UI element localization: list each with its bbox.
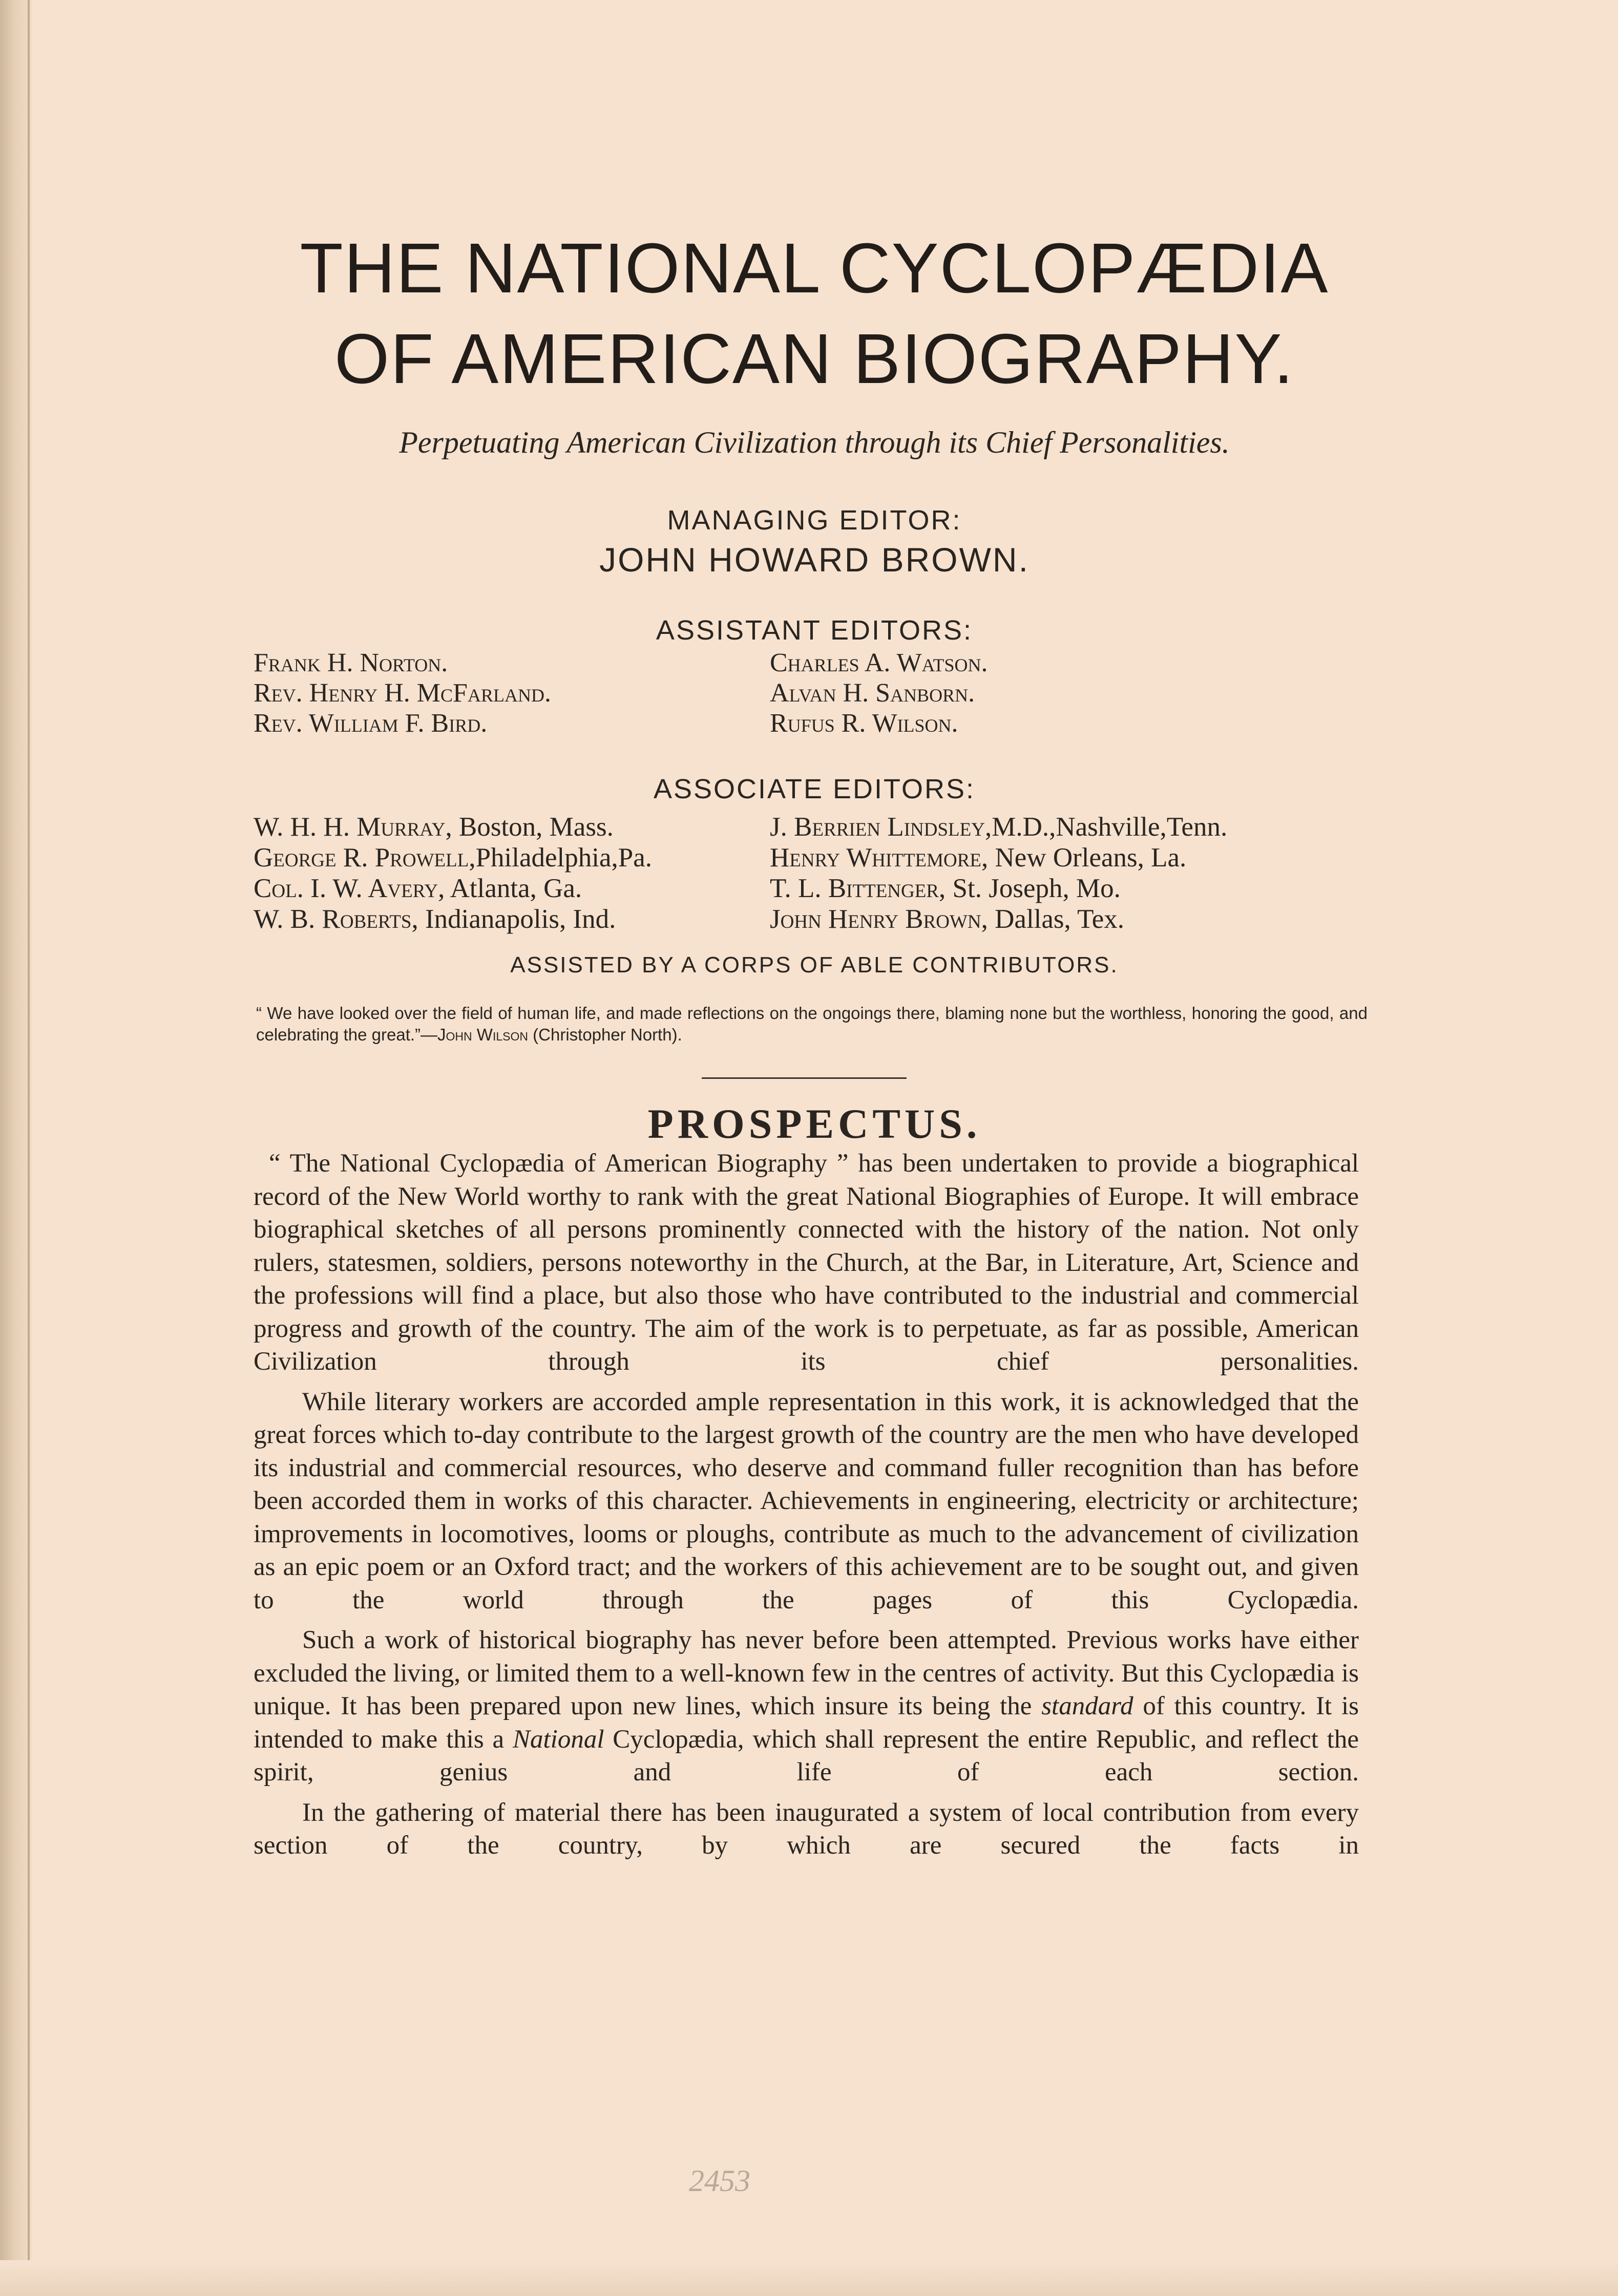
editor-place: , Atlanta, Ga.	[438, 874, 582, 903]
editor-name: Rev. William F. Bird.	[254, 709, 488, 738]
associate-editor	[770, 904, 1227, 934]
associate-editors-right	[770, 812, 1227, 934]
assisted-by-line: ASSISTED BY A CORPS OF ABLE CONTRIBUTORS.	[510, 952, 1119, 977]
associate-editor	[254, 904, 652, 934]
managing-editor-name: JOHN HOWARD BROWN.	[599, 541, 1029, 579]
quote-author: John Wilson	[437, 1025, 528, 1044]
paragraph: “ The National Cyclopædia of American Biography ” has been undertaken to provide a biographical record of the New World worthy to rank with the great National Biographies of Europe. It will embrace biographical sketches of all persons prominently connected with the history of the nation. Not only rulers, statesmen, soldiers, persons noteworthy in the Church, at the Bar, in Literature, Art, Science and the professions will find a place, but also those who have contributed to the industrial and commercial progress and growth of the country. The aim of the work is to perpetuate, as far as possible, American Civilization through its chief personalities.	[254, 1149, 1359, 1376]
page-edge-shadow	[0, 0, 32, 2296]
editor-place: , Dallas, Tex.	[981, 904, 1125, 934]
epigraph-quote	[256, 1003, 1368, 1046]
editor-place: , St. Joseph, Mo.	[939, 874, 1121, 903]
assistant-editors-heading: ASSISTANT EDITORS:	[656, 615, 973, 646]
quote-author-note: (Christopher North).	[528, 1025, 682, 1044]
associate-editor	[770, 873, 1227, 904]
emphasis-standard: standard	[1041, 1692, 1133, 1720]
managing-editor-heading: MANAGING EDITOR:	[667, 505, 962, 536]
editor-name: Frank H. Norton.	[254, 648, 448, 677]
section-divider	[702, 1077, 907, 1079]
emphasis-national: National	[512, 1725, 604, 1754]
editor-name: W. H. H. Murray	[254, 812, 446, 842]
paragraph	[254, 1624, 1359, 1789]
editor-place: ,Philadelphia,Pa.	[469, 843, 653, 873]
assistant-editors-right	[770, 648, 988, 738]
editor-name: George R. Prowell	[254, 843, 469, 873]
paragraph: While literary workers are accorded ample representation in this work, it is acknowledged that the great forces which to-day contribute to the largest growth of the country are the men who have developed its industrial and commercial resources, who deserve and command fuller recognition than has before been accorded them in works of this character. Achievements in engineering, electricity or architecture; improvements in locomotives, looms or ploughs, contribute as much to the advancement of civilization as an epic poem or an Oxford tract; and the workers of this achievement are to be sought out, and given to the world through the pages of this Cyclopædia.	[254, 1387, 1359, 1614]
editor-name: T. L. Bittenger	[770, 874, 939, 903]
assistant-editors-left	[254, 648, 551, 738]
associate-editors-left	[254, 812, 652, 934]
title-line-1: THE NATIONAL CYCLOPÆDIA	[300, 229, 1329, 308]
associate-editor	[254, 812, 652, 842]
page-bottom-shade	[0, 2260, 1618, 2296]
editor-name: Henry Whittemore	[770, 843, 982, 873]
paragraph-text: Such a work of historical biography has never before been attempted. Previous works have either excluded the living, or limited them to a well-known few in the centres of activity. But this Cyclopædia is unique. It has been prepared upon new lines, which insure its being the	[254, 1626, 1359, 1720]
quote-text: “ We have looked over the field of human life, and made reflections on the ongoings there, blaming none but the worthless, honoring the good, and celebrating the great.”—	[256, 1004, 1368, 1044]
title-line-2: OF AMERICAN BIOGRAPHY.	[334, 320, 1295, 398]
prospectus-heading: PROSPECTUS.	[647, 1100, 981, 1147]
prospectus-body	[254, 1147, 1359, 1869]
editor-name: Rufus R. Wilson.	[770, 709, 958, 738]
editor-name: John Henry Brown	[770, 904, 981, 934]
editor-name: Rev. Henry H. McFarland.	[254, 678, 551, 708]
associate-editors-heading: ASSOCIATE EDITORS:	[653, 774, 976, 804]
editor-place: , New Orleans, La.	[981, 843, 1187, 873]
associate-editor	[770, 812, 1227, 842]
paragraph-text: Cyclopædia, which shall represent the entire Republic, and reflect the spirit, genius and life of each section.	[254, 1725, 1359, 1787]
handwritten-page-number: 2453	[689, 2164, 750, 2198]
editor-name: Charles A. Watson.	[770, 648, 988, 677]
editor-place: , Indianapolis, Ind.	[411, 904, 616, 934]
associate-editor	[254, 842, 652, 873]
editor-place: ,M.D.,Nashville,Tenn.	[984, 812, 1228, 842]
editor-name: Col. I. W. Avery	[254, 874, 438, 903]
subtitle: Perpetuating American Civilization through its Chief Personalities.	[399, 426, 1230, 459]
paragraph-text: of this country. It is intended to make this a	[254, 1692, 1359, 1754]
paragraph: In the gathering of material there has been inaugurated a system of local contribution from every section of the country, by which are secured the facts in	[254, 1798, 1359, 1860]
editor-place: , Boston, Mass.	[445, 812, 614, 842]
page-edge-line	[28, 0, 30, 2296]
editor-name: J. Berrien Lindsley	[770, 812, 985, 842]
editor-name: W. B. Roberts	[254, 904, 412, 934]
associate-editor	[770, 842, 1227, 873]
associate-editor	[254, 873, 652, 904]
editor-name: Alvan H. Sanborn.	[770, 678, 975, 708]
